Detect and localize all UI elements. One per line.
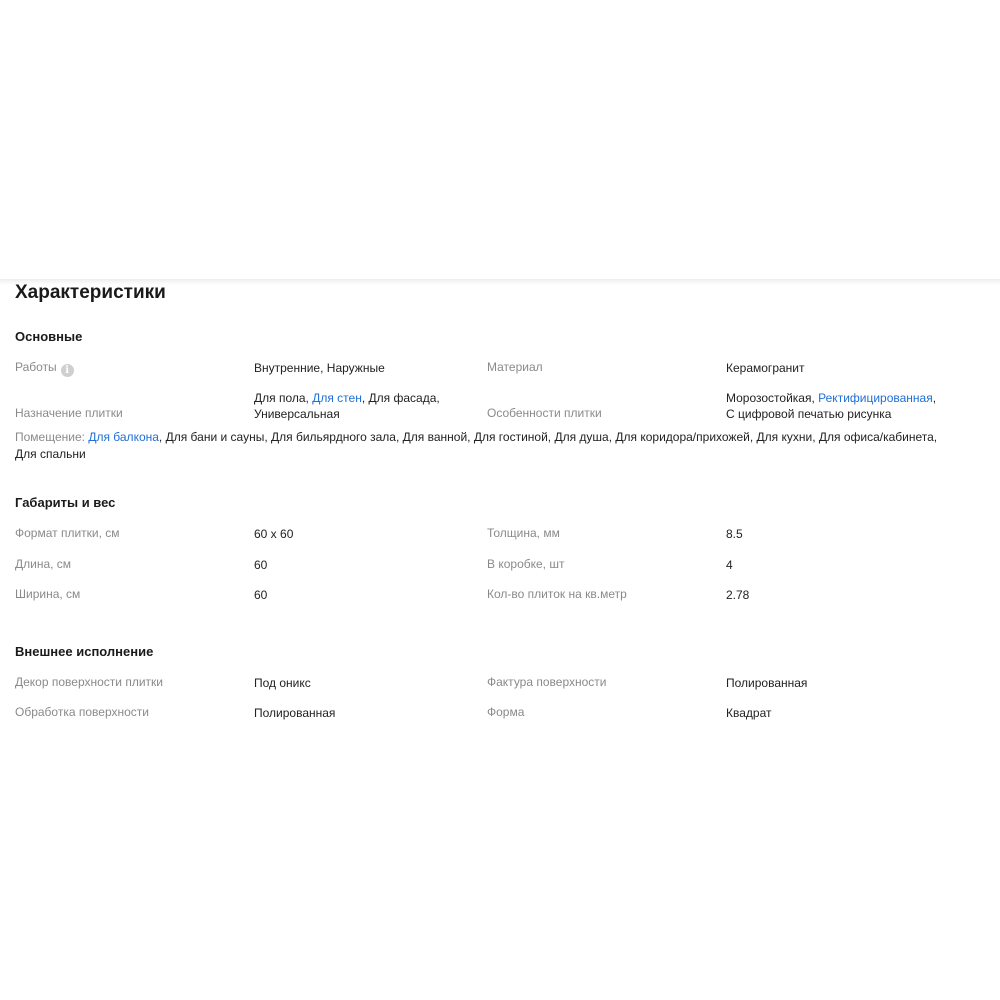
room-item: Для бильярдного зала (271, 430, 396, 444)
section-title-appearance: Внешнее исполнение (15, 644, 154, 659)
room-item: Для коридора/прихожей (615, 430, 750, 444)
purpose-floor: Для пола (254, 391, 306, 405)
room-balcony-link[interactable]: Для балкона (88, 430, 159, 444)
thickness-label: Толщина, мм (487, 526, 560, 540)
room-label: Помещение: (15, 430, 85, 444)
decor-value: Под оникс (254, 676, 311, 690)
room-item: Для офиса/кабинета (818, 430, 934, 444)
per-sqm-label: Кол-во плиток на кв.метр (487, 587, 627, 601)
width-value: 60 (254, 588, 268, 602)
box-label: В коробке, шт (487, 557, 565, 571)
section-title-basic: Основные (15, 329, 83, 344)
room-item: Для спальни (15, 447, 86, 461)
length-value: 60 (254, 558, 268, 572)
material-label: Материал (487, 360, 543, 374)
material-value: Керамогранит (726, 361, 805, 375)
room-item: Для кухни (756, 430, 813, 444)
length-label: Длина, см (15, 557, 72, 571)
finish-label: Обработка поверхности (15, 705, 149, 719)
room-row: Помещение: Для балкона, Для бани и сауны, Для бильярдного зала, Для ванной, Для гостиной, Для душа, Для коридора/прихожей, Для кухни, Для офиса/кабинета, Для спальни (15, 430, 938, 461)
shape-label: Форма (487, 705, 525, 719)
feature-digital-print: С цифровой печатью рисунка (726, 407, 892, 421)
thickness-value: 8.5 (726, 527, 743, 541)
width-label: Ширина, см (15, 587, 81, 601)
purpose-universal: Универсальная (254, 407, 340, 421)
format-label: Формат плитки, см (15, 526, 120, 540)
work-value: Внутренние, Наружные (254, 361, 385, 375)
format-value: 60 x 60 (254, 527, 294, 541)
features-label: Особенности плитки (487, 406, 602, 420)
shape-value: Квадрат (726, 706, 772, 720)
per-sqm-value: 2.78 (726, 588, 750, 602)
section-title-dimensions: Габариты и вес (15, 495, 116, 510)
features-value: Морозостойкая, Ректифицированная, С цифровой печатью рисунка (726, 391, 937, 421)
purpose-walls-link[interactable]: Для стен (312, 391, 362, 405)
finish-value: Полированная (254, 706, 336, 720)
work-label-text: Работы (15, 360, 57, 374)
purpose-value: Для пола, Для стен, Для фасада, Универсальная (254, 391, 440, 421)
work-label (15, 360, 74, 377)
feature-rectified-link[interactable]: Ректифицированная (818, 391, 933, 405)
decor-label: Декор поверхности плитки (15, 675, 163, 689)
room-item: Для ванной (402, 430, 468, 444)
room-item: Для бани и сауны (165, 430, 265, 444)
room-item: Для душа (554, 430, 609, 444)
room-item: Для гостиной (473, 430, 548, 444)
texture-value: Полированная (726, 676, 808, 690)
feature-frost: Морозостойкая (726, 391, 812, 405)
box-value: 4 (726, 558, 733, 572)
info-icon[interactable]: i (61, 364, 74, 377)
purpose-facade: Для фасада (368, 391, 437, 405)
texture-label: Фактура поверхности (487, 675, 607, 689)
purpose-label: Назначение плитки (15, 406, 123, 420)
page-title: Характеристики (15, 282, 166, 303)
